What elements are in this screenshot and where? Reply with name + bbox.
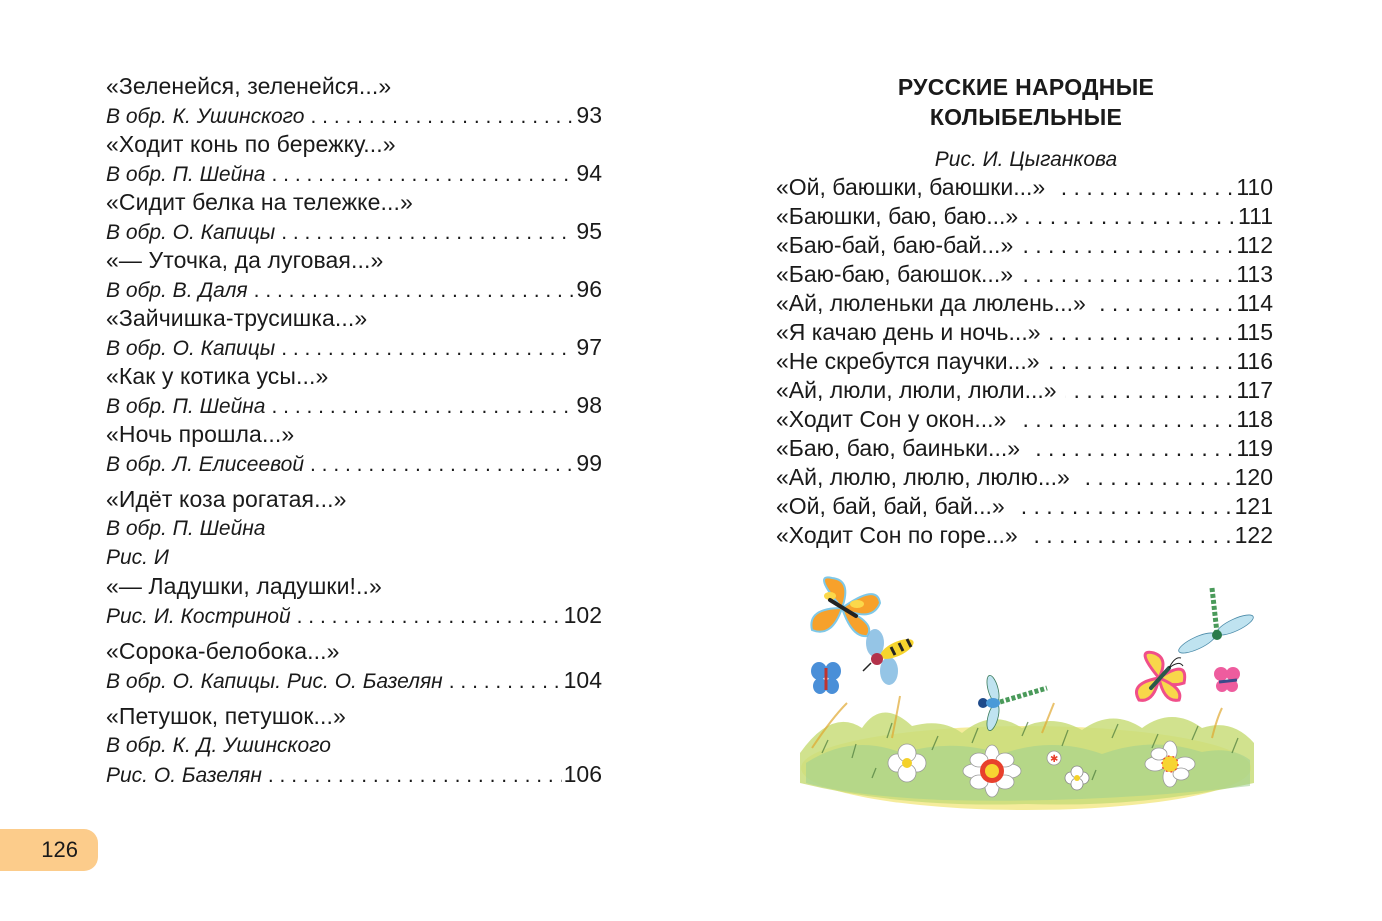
toc-entry xyxy=(776,318,1273,347)
toc-entry xyxy=(106,72,602,130)
toc-entry xyxy=(106,188,602,246)
dot-leader xyxy=(281,218,574,247)
entry-credit-line xyxy=(106,391,602,420)
entry-title: «— Ладушки, ладушки!..» xyxy=(106,573,382,599)
entry-title: «Ай, люли, люли, люли...» xyxy=(776,377,1057,403)
toc-entry xyxy=(106,485,602,572)
entry-page-number: 99 xyxy=(576,450,602,476)
entry-page-number: 116 xyxy=(1236,348,1273,374)
entry-page-number: 98 xyxy=(576,392,602,418)
entry-title: «Баю-баю, баюшок...» xyxy=(776,261,1014,287)
entry-credit-line xyxy=(106,333,602,362)
toc-entry xyxy=(776,260,1273,289)
toc-entry xyxy=(106,572,602,630)
dot-leader xyxy=(1021,260,1233,289)
grass-icon xyxy=(800,696,1254,810)
toc-entry xyxy=(776,173,1273,202)
entry-page-number: 104 xyxy=(563,667,602,693)
toc-entry xyxy=(776,231,1273,260)
entry-credit: Рис. О. Базелян xyxy=(106,764,262,787)
toc-entry xyxy=(776,463,1273,492)
butterfly-icon xyxy=(1137,652,1185,700)
entry-title: «Ай, люленьки да люлень...» xyxy=(776,290,1086,316)
dot-leader xyxy=(268,761,562,790)
butterfly-icon xyxy=(811,662,841,694)
entry-title: «Ходит Сон у окон...» xyxy=(776,406,1007,432)
table-of-contents-right xyxy=(776,173,1273,550)
entry-credit-line xyxy=(106,449,602,478)
entry-credit-line xyxy=(106,217,602,246)
entry-credit: В обр. О. Капицы. Рис. О. Базелян xyxy=(106,670,443,693)
entry-credit: В обр. К. Ушинского xyxy=(106,105,305,128)
entry-credit-line xyxy=(106,159,602,188)
entry-page-number: 120 xyxy=(1234,464,1273,490)
entry-credit: В обр. П. Шейна xyxy=(106,395,266,418)
entry-credit-line xyxy=(106,101,602,130)
entry-page-number: 117 xyxy=(1236,377,1273,403)
section-title xyxy=(780,72,1272,132)
toc-entry xyxy=(776,289,1273,318)
entry-page-number: 106 xyxy=(563,761,602,787)
dot-leader xyxy=(1014,405,1233,434)
toc-entry xyxy=(106,246,602,304)
toc-entry xyxy=(776,434,1273,463)
entry-page-number: 118 xyxy=(1236,406,1273,432)
toc-entry xyxy=(106,637,602,695)
dot-leader xyxy=(449,667,562,696)
toc-entry xyxy=(776,202,1273,231)
entry-title: «Идёт коза рогатая...» xyxy=(106,486,347,512)
dot-leader xyxy=(1078,463,1232,492)
entry-page-number: 111 xyxy=(1238,203,1273,229)
bee-icon xyxy=(863,629,916,685)
dot-leader xyxy=(1053,173,1233,202)
dot-leader xyxy=(310,102,574,131)
toc-entry xyxy=(106,702,602,789)
entry-page-number: 115 xyxy=(1236,319,1273,345)
entry-title: «Сидит белка на тележке...» xyxy=(106,189,413,215)
dot-leader xyxy=(1094,289,1234,318)
entry-title: «Я качаю день и ночь...» xyxy=(776,319,1041,345)
entry-page-number: 113 xyxy=(1236,261,1273,287)
entry-title: «Как у котика усы...» xyxy=(106,363,329,389)
entry-title: «Сорока-белобока...» xyxy=(106,638,340,664)
entry-page-number: 97 xyxy=(576,334,602,360)
entry-page-number: 114 xyxy=(1236,290,1273,316)
svg-text:✱: ✱ xyxy=(1050,754,1059,765)
entry-title: «Баю, баю, баиньки...» xyxy=(776,435,1021,461)
toc-entry xyxy=(776,492,1273,521)
dragonfly-icon xyxy=(1176,588,1255,657)
dot-leader xyxy=(272,160,575,189)
entry-credit: В обр. К. Д. Ушинского xyxy=(106,734,331,757)
entry-credit: В обр. Л. Елисеевой xyxy=(106,453,304,476)
entry-page-number: 110 xyxy=(1236,174,1273,200)
dot-leader xyxy=(254,276,575,305)
entry-title: «Баюшки, баю, баю...» xyxy=(776,203,1019,229)
meadow-illustration xyxy=(792,568,1260,823)
entry-page-number: 121 xyxy=(1234,493,1273,519)
entry-title: «Не скребутся паучки...» xyxy=(776,348,1040,374)
dot-leader xyxy=(1065,376,1234,405)
dot-leader xyxy=(1049,318,1234,347)
entry-title: «Ночь прошла...» xyxy=(106,421,295,447)
dot-leader xyxy=(1026,521,1232,550)
entry-page-number: 96 xyxy=(576,276,602,302)
entry-credit-line xyxy=(106,543,602,572)
butterfly-icon xyxy=(1214,667,1240,692)
entry-page-number: 102 xyxy=(563,602,602,628)
toc-entry xyxy=(106,304,602,362)
dot-leader xyxy=(272,392,575,421)
entry-title: «Петушок, петушок...» xyxy=(106,703,346,729)
entry-credit: В обр. В. Даля xyxy=(106,279,248,302)
butterfly-icon xyxy=(811,577,880,636)
entry-title: «Зайчишка-трусишка...» xyxy=(106,305,368,331)
entry-credit: В обр. О. Капицы xyxy=(106,221,276,244)
entry-title: «Ходит Сон по горе...» xyxy=(776,522,1018,548)
entry-title: «Ходит конь по бережку...» xyxy=(106,131,396,157)
entry-credit: В обр. П. Шейна xyxy=(106,517,266,540)
entry-page-number: 119 xyxy=(1236,435,1273,461)
entry-credit: Рис. И. Костриной xyxy=(106,605,291,628)
entry-title: «Баю-бай, баю-бай...» xyxy=(776,232,1014,258)
entry-credit: В обр. О. Капицы xyxy=(106,337,276,360)
toc-entry xyxy=(106,362,602,420)
entry-page-number: 94 xyxy=(576,160,602,186)
entry-credit-line xyxy=(106,666,602,695)
dot-leader xyxy=(281,334,574,363)
toc-entry xyxy=(776,405,1273,434)
toc-entry xyxy=(776,521,1273,550)
page-number-badge xyxy=(0,829,98,871)
dot-leader xyxy=(1048,347,1234,376)
table-of-contents-left xyxy=(106,72,602,789)
entry-page-number: 112 xyxy=(1236,232,1273,258)
page-number: 126 xyxy=(41,837,78,862)
toc-entry xyxy=(776,376,1273,405)
entry-credit: Рис. И xyxy=(106,546,169,569)
toc-entry xyxy=(776,347,1273,376)
entry-page-number: 95 xyxy=(576,218,602,244)
toc-entry xyxy=(106,420,602,478)
entry-credit-line xyxy=(106,760,602,789)
toc-entry xyxy=(106,130,602,188)
entry-page-number: 122 xyxy=(1234,522,1273,548)
entry-credit-line xyxy=(106,514,602,543)
dot-leader xyxy=(1028,434,1233,463)
dot-leader xyxy=(1013,492,1232,521)
section-artist: Рис. И. Цыганкова xyxy=(934,148,1118,171)
entry-title: «Ой, бай, бай, бай...» xyxy=(776,493,1005,519)
section-title-line-1: РУССКИЕ НАРОДНЫЕ xyxy=(897,74,1155,100)
entry-credit: В обр. П. Шейна xyxy=(106,163,266,186)
dot-leader xyxy=(1026,202,1235,231)
entry-title: «Ай, люлю, люлю, люлю...» xyxy=(776,464,1070,490)
entry-title: «Ой, баюшки, баюшки...» xyxy=(776,174,1046,200)
entry-credit-line xyxy=(106,601,602,630)
entry-credit-line xyxy=(106,731,602,760)
section-title-line-2: КОЛЫБЕЛЬНЫЕ xyxy=(929,104,1123,130)
dot-leader xyxy=(297,602,562,631)
dot-leader xyxy=(310,450,574,479)
entry-page-number: 93 xyxy=(576,102,602,128)
entry-credit-line xyxy=(106,275,602,304)
entry-title: «Зеленейся, зеленейся...» xyxy=(106,73,392,99)
entry-title: «— Уточка, да луговая...» xyxy=(106,247,384,273)
dot-leader xyxy=(1021,231,1233,260)
